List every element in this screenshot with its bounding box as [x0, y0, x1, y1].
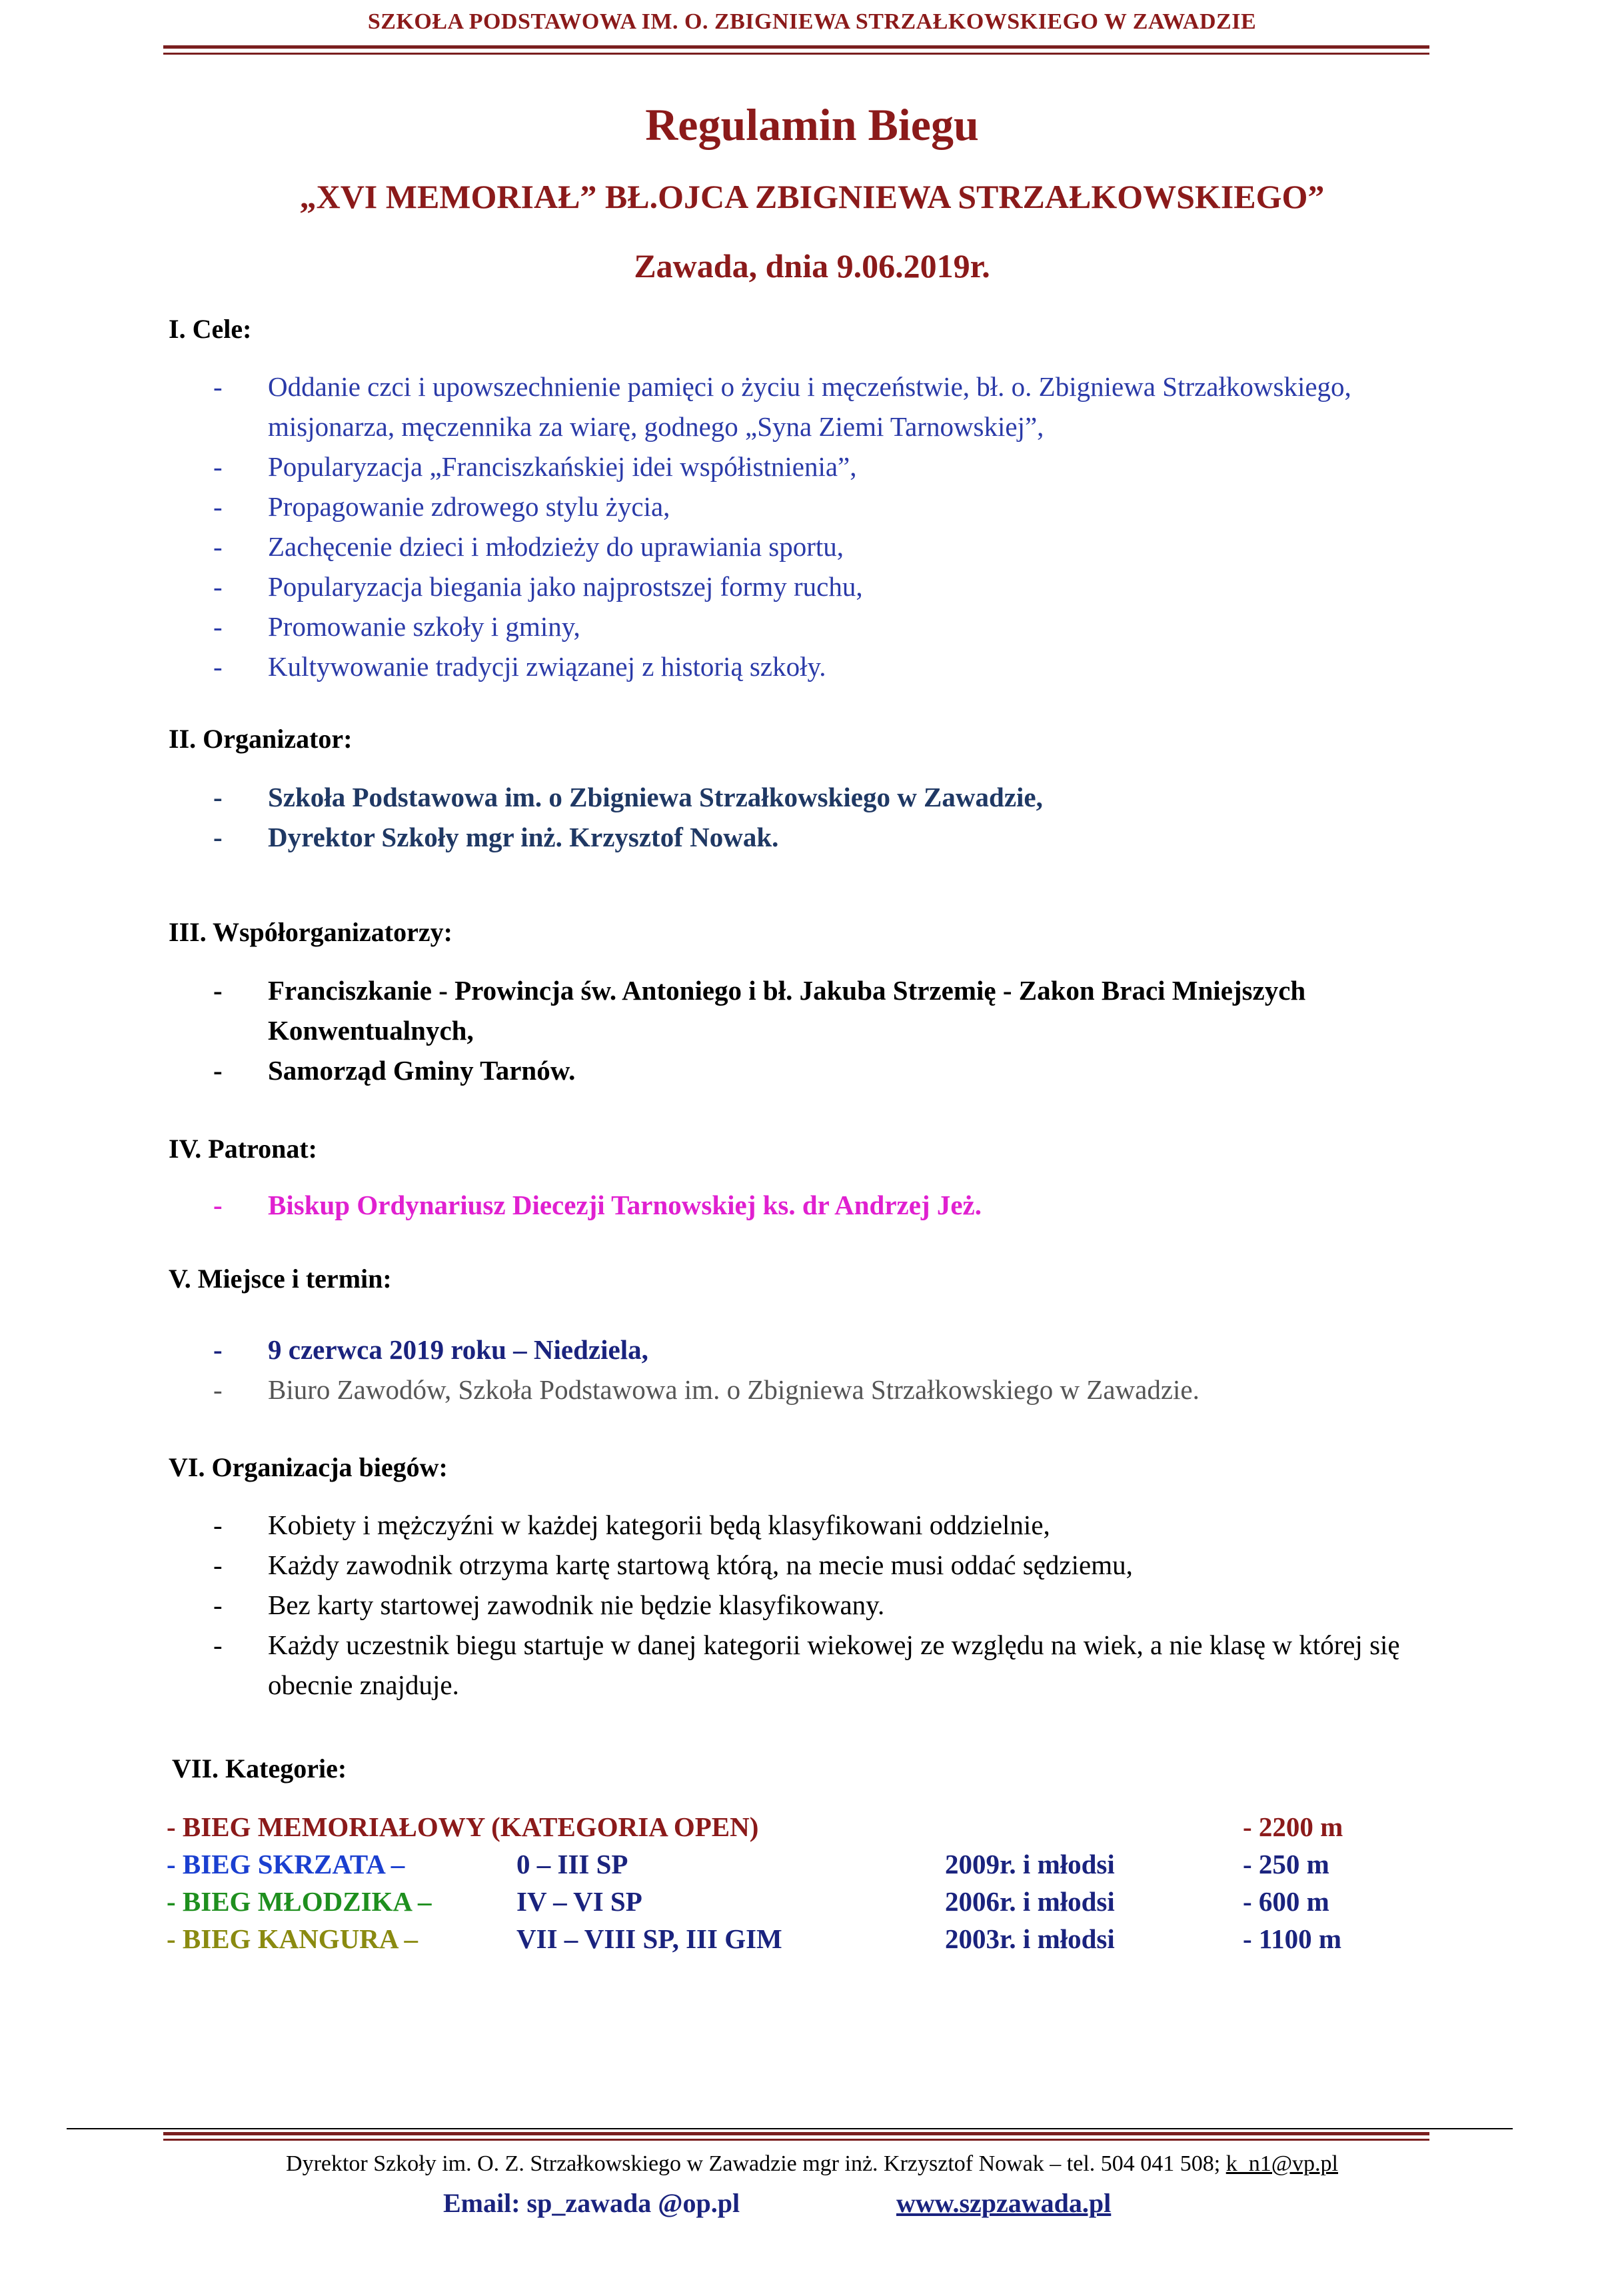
list-dash: - — [213, 611, 223, 642]
list-item: - Kobiety i mężczyźni w każdej kategorii będą klasyfikowani oddzielnie, — [213, 1505, 1426, 1545]
section-heading-organizator: II. Organizator: — [169, 724, 353, 754]
category-name-mlodzika: - BIEG MŁODZIKA – — [167, 1886, 432, 1917]
list-item: - Promowanie szkoły i gminy, — [213, 606, 1413, 646]
section-heading-kategorie: VII. Kategorie: — [172, 1753, 347, 1783]
list-dash: - — [213, 782, 223, 812]
footer-rule-thick — [163, 2132, 1429, 2135]
footer-email: Email: sp_zawada @op.pl — [443, 2188, 740, 2218]
list-item: - Zachęcenie dzieci i młodzieży do uprawiania sportu, — [213, 527, 1413, 567]
page-subtitle: „XVI MEMORIAŁ” BŁ.OJCA ZBIGNIEWA STRZAŁKOWSKIEGO” — [299, 178, 1325, 215]
list-item: - Biskup Ordynariusz Diecezji Tarnowskiej ks. dr Andrzej Jeż. — [213, 1185, 1413, 1225]
list-item: - Każdy uczestnik biegu startuje w danej kategorii wiekowej ze względu na wiek, a nie klasę w której się obecnie znajduje. — [213, 1625, 1426, 1705]
list-dash: - — [213, 1510, 223, 1540]
date-line: Zawada, dnia 9.06.2019r. — [634, 247, 990, 285]
list-dash: - — [213, 1374, 223, 1405]
list-dash: - — [213, 822, 223, 852]
header-rule-thick — [163, 45, 1429, 49]
list-dash: - — [213, 1550, 223, 1580]
list-dash: - — [213, 651, 223, 682]
category-age-kangura: 2003r. i młodsi — [945, 1923, 1115, 1954]
list-dash: - — [213, 371, 223, 402]
category-classes-mlodzika: IV – VI SP — [516, 1886, 642, 1917]
page-title: Regulamin Biegu — [645, 99, 979, 150]
list-dash: - — [213, 571, 223, 602]
footer-rule-thin — [163, 2139, 1429, 2141]
list-item: - Dyrektor Szkoły mgr inż. Krzysztof Nowak. — [213, 817, 1413, 857]
footer-email-link[interactable]: k_n1@vp.pl — [1225, 2151, 1338, 2176]
footer-contact: Dyrektor Szkoły im. O. Z. Strzałkowskiego w Zawadzie mgr inż. Krzysztof Nowak – tel. 504 041 508; k_n1@vp.pl — [286, 2151, 1338, 2176]
section-heading-organizacja: VI. Organizacja biegów: — [169, 1452, 448, 1482]
list-item: - Franciszkanie - Prowincja św. Antoniego i bł. Jakuba Strzemię - Zakon Braci Mniejszych Konwentualnych, — [213, 970, 1359, 1050]
category-classes-kangura: VII – VIII SP, III GIM — [516, 1923, 782, 1954]
category-distance-skrzata: - 250 m — [1243, 1849, 1329, 1879]
section-heading-patronat: IV. Patronat: — [169, 1134, 317, 1164]
category-age-skrzata: 2009r. i młodsi — [945, 1849, 1115, 1879]
list-item: - Bez karty startowej zawodnik nie będzie klasyfikowany. — [213, 1585, 1426, 1625]
list-dash: - — [213, 1190, 223, 1220]
section-heading-cele: I. Cele: — [169, 314, 252, 344]
list-item: - Popularyzacja „Franciszkańskiej idei współistnienia”, — [213, 447, 1413, 487]
school-header: SZKOŁA PODSTAWOWA IM. O. ZBIGNIEWA STRZAŁKOWSKIEGO W ZAWADZIE — [367, 9, 1257, 34]
footer-rule-black — [67, 2128, 1513, 2129]
list-dash: - — [213, 975, 223, 1006]
list-item: - Każdy zawodnik otrzyma kartę startową którą, na mecie musi oddać sędziemu, — [213, 1545, 1426, 1585]
list-dash: - — [213, 1590, 223, 1620]
section-heading-wspolorganizatorzy: III. Współorganizatorzy: — [169, 917, 452, 947]
list-item: - Oddanie czci i upowszechnienie pamięci o życiu i męczeństwie, bł. o. Zbigniewa Strzałkowskiego, misjonarza, męczennika za wiarę, godnego „Syna Ziemi Tarnowskiej”, — [213, 367, 1413, 447]
category-name-kangura: - BIEG KANGURA – — [167, 1923, 418, 1954]
list-wspolorganizatorzy — [213, 970, 1359, 1090]
list-item: - Popularyzacja biegania jako najprostszej formy ruchu, — [213, 567, 1413, 606]
list-dash: - — [213, 1334, 223, 1365]
category-distance-open: - 2200 m — [1243, 1811, 1343, 1842]
list-item: - Biuro Zawodów, Szkoła Podstawowa im. o Zbigniewa Strzałkowskiego w Zawadzie. — [213, 1370, 1413, 1410]
category-distance-kangura: - 1100 m — [1243, 1923, 1342, 1954]
list-organizacja — [213, 1505, 1426, 1705]
list-patronat — [213, 1185, 1413, 1225]
list-item: - 9 czerwca 2019 roku – Niedziela, — [213, 1330, 1413, 1370]
list-organizator — [213, 777, 1413, 857]
category-name-skrzata: - BIEG SKRZATA – — [167, 1849, 405, 1879]
section-heading-miejsce: V. Miejsce i termin: — [169, 1264, 392, 1294]
list-item: - Szkoła Podstawowa im. o Zbigniewa Strzałkowskiego w Zawadzie, — [213, 777, 1413, 817]
list-item: - Propagowanie zdrowego stylu życia, — [213, 487, 1413, 527]
list-dash: - — [213, 1055, 223, 1086]
list-item: - Kultywowanie tradycji związanej z historią szkoły. — [213, 646, 1413, 686]
footer-website-link[interactable]: www.szpzawada.pl — [896, 2188, 1112, 2218]
list-dash: - — [213, 451, 223, 482]
category-classes-skrzata: 0 – III SP — [516, 1849, 628, 1879]
category-distance-mlodzika: - 600 m — [1243, 1886, 1329, 1917]
list-miejsce — [213, 1330, 1413, 1410]
list-dash: - — [213, 491, 223, 522]
list-dash: - — [213, 1630, 223, 1660]
header-rule-thin — [163, 53, 1429, 55]
category-name-open: - BIEG MEMORIAŁOWY (KATEGORIA OPEN) — [167, 1811, 759, 1842]
list-dash: - — [213, 531, 223, 562]
category-age-mlodzika: 2006r. i młodsi — [945, 1886, 1115, 1917]
list-cele — [213, 367, 1413, 686]
list-item: - Samorząd Gminy Tarnów. — [213, 1050, 1359, 1090]
